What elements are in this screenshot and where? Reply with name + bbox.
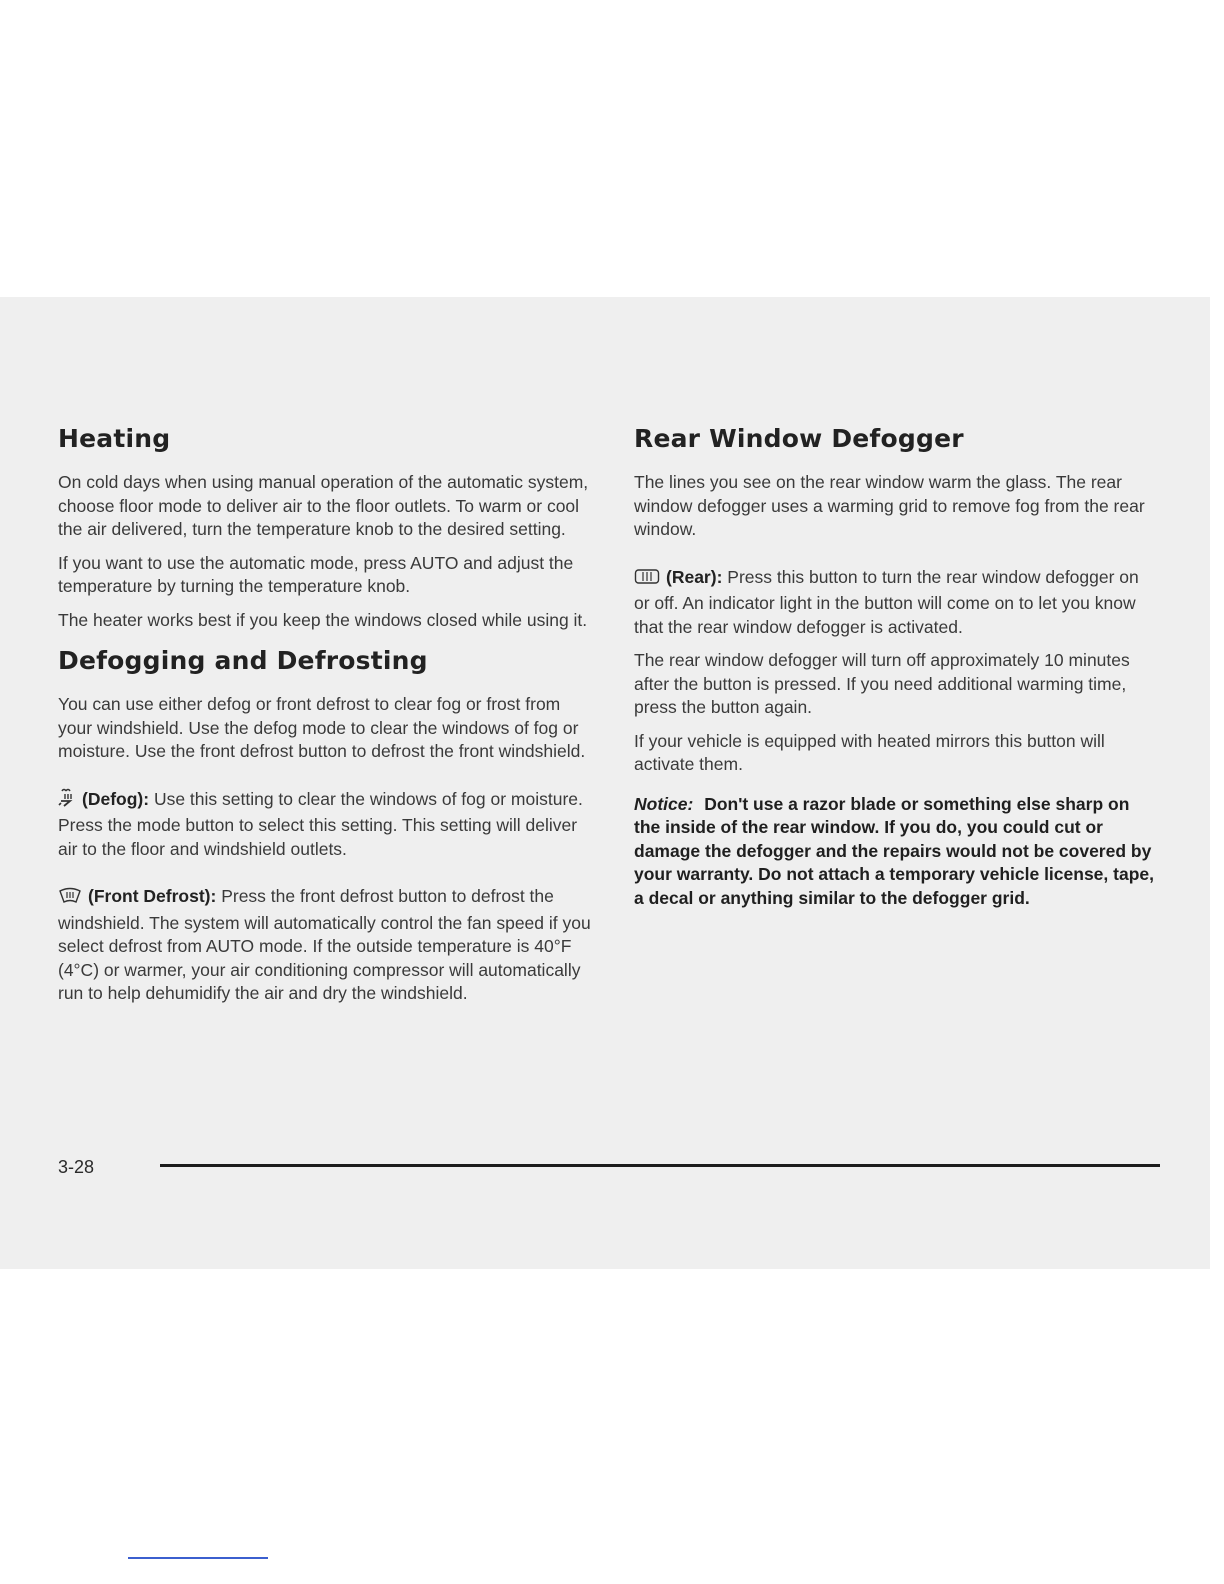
rear-defogger-heading: Rear Window Defogger [634,424,964,453]
left-column [58,424,598,1016]
page-number: 3-28 [58,1157,95,1177]
rear-label: (Rear): [666,566,723,587]
front-defrost-icon [58,887,82,912]
page-panel [0,297,1210,1269]
bottom-divider [128,1557,268,1559]
notice-text: Don't use a razor blade or something else sharp on the inside of the rear window. If you do, you could cut or damage the defogger and the repairs would not be covered by your warranty. Do not attach a temporary vehicle license, tape, a decal or anything similar to the defogger grid. [634,793,1154,908]
heating-heading: Heating [58,424,171,453]
defog-mode-paragraph [58,788,598,862]
front-defrost-text: Press the front defrost button to defrost the windshield. The system will automatically control the fan speed if you select defrost from AUTO mode. If the outside temperature is 40°F (4°C) or warmer, your air conditioning compressor will automatically run to help dehumidify the air and dry the windshield. [58,886,591,1003]
defog-icon [58,788,76,815]
rear-defogger-paragraph-3: The rear window defogger will turn off approximately 10 minutes after the button is pressed. If you need additional warming time, press the button again. [634,650,1130,717]
rear-text: Press this button to turn the rear window defogger on or off. An indicator light in the button will come on to let you know that the rear window defogger is activated. [634,566,1139,637]
right-column [634,424,1154,920]
defogging-heading: Defogging and Defrosting [58,646,428,675]
front-defrost-paragraph [58,885,598,1006]
rear-defogger-paragraph-1: The lines you see on the rear window warm the glass. The rear window defogger uses a warming grid to remove fog from the rear window. [634,472,1145,539]
notice-paragraph [634,793,1154,911]
rear-button-paragraph [634,566,1154,640]
defog-text: Use this setting to clear the windows of fog or moisture. Press the mode button to select this setting. This setting will deliver air to the floor and windshield outlets. [58,788,583,859]
defogging-paragraph-1: You can use either defog or front defrost to clear fog or frost from your windshield. Use the defog mode to clear the windows of fog or moisture. Use the front defrost button to defrost the front windshield. [58,694,586,761]
defog-label: (Defog): [82,788,150,809]
rear-defrost-icon [634,568,660,593]
heating-paragraph-3: The heater works best if you keep the windows closed while using it. [58,609,588,630]
front-defrost-label: (Front Defrost): [88,886,217,906]
notice-label: Notice: [634,793,694,814]
heating-paragraph-2: If you want to use the automatic mode, press AUTO and adjust the temperature by turning the temperature knob. [58,552,574,596]
footer-rule [160,1164,1160,1167]
heating-paragraph-1: On cold days when using manual operation of the automatic system, choose floor mode to deliver air to the floor outlets. To warm or cool the air delivered, turn the temperature knob to the desired setting. [58,472,589,539]
rear-defogger-paragraph-4: If your vehicle is equipped with heated mirrors this button will activate them. [634,730,1105,774]
